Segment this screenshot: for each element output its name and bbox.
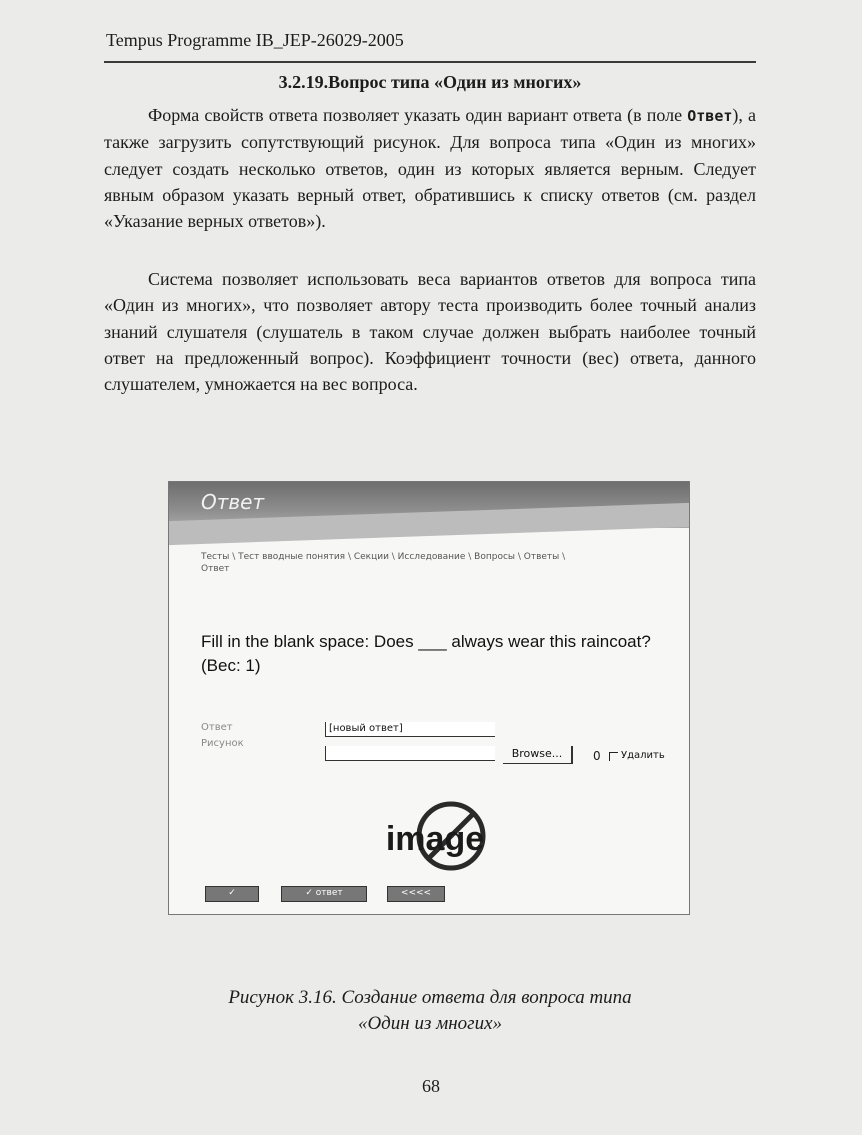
paragraph-1-end: ), а также загрузить сопутствующий рисунок. Для вопроса типа «Один из многих» следует создать несколько ответов, один из которых является верным. Следует явным образом указать верный ответ, обратившись к списку ответов (см. раздел «Указание верных ответов»). — [104, 105, 756, 232]
page-header: Tempus Programme IB_JEP-26029-2005 — [106, 30, 404, 50]
paragraph-2 — [104, 266, 756, 397]
image-placeholder-icon — [365, 796, 505, 876]
field-name-term: Ответ — [687, 107, 733, 125]
section-title: 3.2.19.Вопрос типа «Один из многих» — [278, 72, 582, 92]
picture-label: Рисунок — [201, 738, 244, 749]
page-number: 68 — [422, 1076, 440, 1096]
figure-caption — [150, 985, 710, 1037]
figure-question-text: Fill in the blank space: Does ___ always wear this raincoat? (Вес: 1) — [201, 632, 651, 675]
back-button[interactable]: <<<< — [387, 886, 445, 902]
figure-title: Ответ — [201, 490, 265, 514]
header-rule — [104, 61, 756, 63]
paragraph-1 — [104, 102, 756, 234]
answer-label: Ответ — [201, 722, 233, 733]
caption-line-2: «Один из многих» — [357, 1013, 503, 1034]
paragraph-2-text: Система позволяет использовать веса вариантов ответов для вопроса типа «Один из многих», что позволяет автору теста производить более точный анализ знаний слушателя (слушатель в таком случае должен выбрать наиболее точный ответ на предложенный вопрос). Коэффициент точности (вес) ответа, данного слушателем, умножается на вес вопроса. — [104, 269, 756, 395]
delete-checkbox[interactable] — [609, 752, 618, 761]
weight-value: 0 — [593, 749, 601, 763]
figure-screenshot — [168, 481, 690, 915]
picture-file-input[interactable] — [325, 746, 495, 761]
placeholder-text: image — [385, 820, 485, 858]
figure-breadcrumb[interactable]: Тесты \ Тест вводные понятия \ Секции \ Исследование \ Вопросы \ Ответы \ — [201, 552, 566, 562]
save-button[interactable]: ✓ — [205, 886, 259, 902]
paragraph-1-start: Форма свойств ответа позволяет указать один вариант ответа (в поле — [148, 105, 688, 125]
answer-input[interactable]: [новый ответ] — [325, 722, 495, 737]
delete-label: Удалить — [621, 750, 665, 761]
browse-button[interactable]: Browse... — [503, 746, 573, 764]
save-answer-button[interactable]: ✓ ответ — [281, 886, 367, 902]
caption-line-1: Рисунок 3.16. Создание ответа для вопроса типа — [228, 987, 632, 1008]
figure-breadcrumb-current: Ответ — [201, 564, 230, 574]
